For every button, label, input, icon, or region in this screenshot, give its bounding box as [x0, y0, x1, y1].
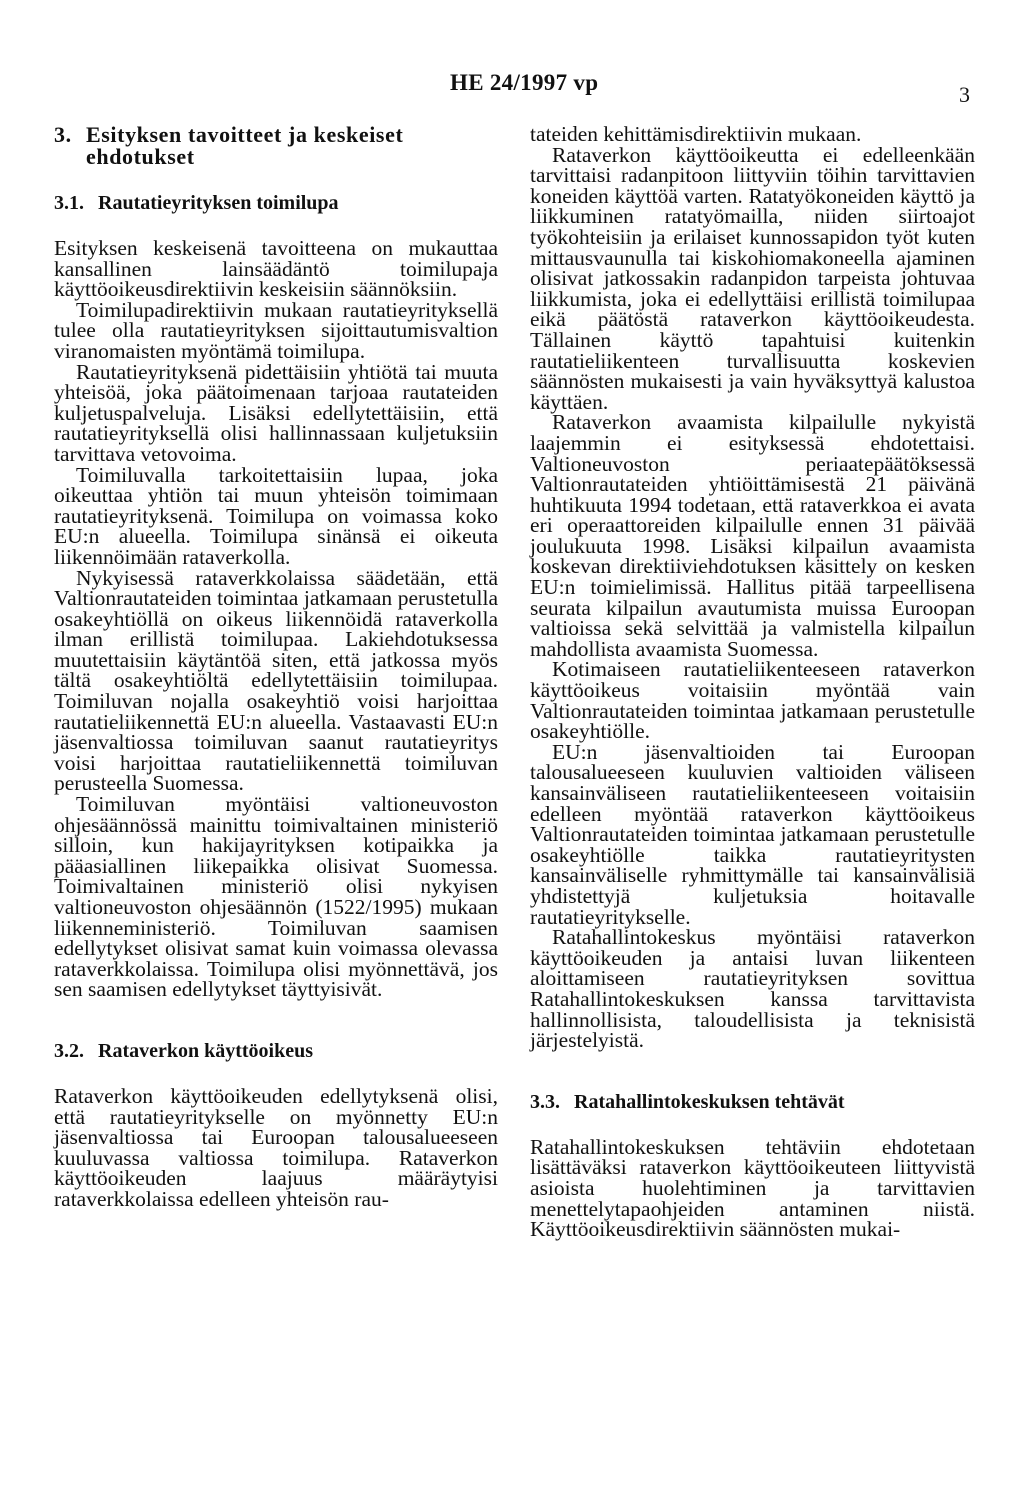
paragraph: Ratahallintokeskuksen tehtäviin ehdotetaan lisättäväksi rataverkon käyttöoikeuteen liittyvistä asioista huolehtiminen ja tarvittavien menettelytapaohjeiden antaminen niistä. Käyttöoikeusdirektiivin säännösten mukai- — [530, 1134, 975, 1242]
paragraph: Toimilupadirektiivin mukaan rautatieyrityksellä tulee olla rautatieyrityksen sijoittautumisvaltion viranomaisten myöntämä toimilupa. — [54, 297, 498, 363]
page-number: 3 — [959, 82, 970, 107]
section-3-heading — [54, 124, 498, 168]
paragraph: tateiden kehittämisdirektiivin mukaan. — [530, 122, 862, 146]
paragraph: Rautatieyrityksenä pidettäisiin yhtiötä tai muuta yhteisöä, joka päätoimenaan tarjoaa rautateiden kuljetuspalveluja. Lisäksi edellytettäisiin, että rautatieyrityksellä olisi hallinnassaan kuljetuksiin tarvittava vetovoima. — [54, 359, 498, 466]
subsection-3-1-title: Rautatieyrityksen toimilupa — [98, 192, 339, 214]
subsection-3-2-number: 3.2. — [54, 1039, 84, 1062]
subsection-3-1-number: 3.1. — [54, 192, 84, 214]
paragraph: Toimiluvalla tarkoitettaisiin lupaa, joka oikeuttaa yhtiön tai muun yhteisön toimimaan rautatieyrityksenä. Toimilupa on voimassa koko EU:n alueella. Toimilupa sinänsä ei oikeuta liikennöimään rataverkolla. — [54, 462, 498, 569]
paragraph: Rataverkon käyttöoikeutta ei edelleenkään tarvittaisi radanpitoon liittyviin töihin tarvittavien koneiden käyttöä varten. Ratatyökoneiden käyttö ja liikkuminen ratatyömailla, niiden siirtoajot työkohteisiin ja erilaiset kunnossapidon työt kuten mittausvaunulla tai kiskohiomakoneella ajaminen olisivat jatkossakin radanpidon tarpeista johtuvaa liikkumista, joka ei edellyttäisi erillistä toimilupaa eikä päätöstä rataverkon käyttöoikeudesta. Tällainen käyttö tapahtuisi kuitenkin rautatieliikenteen turvallisuutta koskevien säännösten mukaisesti ja vain hyväksyttyä kalustoa käyttäen. — [530, 142, 975, 414]
right-column — [530, 124, 975, 1240]
paragraph: Esityksen keskeisenä tavoitteena on mukauttaa kansallinen lainsäädäntö toimilupaja käyttöoikeusdirektiivin keskeisiin säännöksiin. — [54, 236, 498, 302]
document-id: HE 24/1997 vp — [450, 70, 599, 95]
subsection-3-2-title: Rataverkon käyttöoikeus — [98, 1039, 314, 1062]
paragraph: Toimiluvan myöntäisi valtioneuvoston ohjesäännössä mainittu toimivaltainen ministeriö silloin, kun hakijayrityksen kotipaikka ja pääasiallinen liikepaikka olisivat Suomessa. Toimivaltainen ministeriö olisi nykyisen valtioneuvoston ohjesäännön (1522/1995) mukaan liikenneministeriö. Toimiluvan saamisen edellytykset olisivat samat kuin voimassa olevassa rataverkkolaissa. Toimilupa olisi myönnettävä, jos sen saamisen edellytykset täyttyisivät. — [54, 792, 498, 1002]
paragraph: Rataverkon avaamista kilpailulle nykyistä laajemmin ei esityksessä ehdotettaisi. Valtioneuvoston periaatepäätöksessä Valtionrautateiden yhtiöittämisestä 21 päivänä huhtikuuta 1994 todetaan, että rataverkkoa ei avata eri operaattoreiden kilpailulle ennen 31 päivää joulukuuta 1998. Lisäksi kilpailun avaamista koskevan direktiiviehdotuksen käsittely on kesken EU:n toimielimissä. Hallitus pitää tarpeellisena seurata kilpailun avautumista muissa Euroopan valtioissa sekä selvittää ja valmistella kilpailun mahdollista avaamista Suomessa. — [530, 410, 975, 661]
paragraph: Rataverkon käyttöoikeuden edellytyksenä olisi, että rautatieyritykselle on myönnetty EU:n jäsenvaltiossa tai Euroopan talousalueeseen kuuluvassa valtiossa toimilupa. Rataverkon käyttöoikeuden laajuus määräytyisi rataverkkolaissa edelleen yhteisön rau- — [54, 1083, 498, 1211]
paragraph: Nykyisessä rataverkkolaissa säädetään, että Valtionrautateiden toimintaa jatkamaan perustetulla osakeyhtiöllä on oikeus liikennöidä rataverkolla ilman erillistä toimilupaa. Lakiehdotuksessa muutettaisiin käytäntöä siten, että jatkossa myös tältä osakeyhtiöltä edellytettäisiin toimilupaa. Toimiluvan nojalla osakeyhtiö voisi harjoittaa rautatieliikennettä EU:n alueella. Vastaavasti EU:n jäsenvaltiossa toimiluvan saanut rautatieyritys voisi harjoittaa rautatieliikennettä toimiluvan perusteella Suomessa. — [54, 565, 498, 796]
subsection-3-3-heading — [530, 1091, 975, 1113]
section-3-title: Esityksen tavoitteet ja keskeiset ehdotukset — [86, 122, 404, 169]
section-3-number: 3. — [54, 122, 72, 147]
page-header — [0, 60, 1024, 107]
subsection-3-2-heading — [54, 1040, 498, 1062]
paragraph: Kotimaiseen rautatieliikenteeseen rataverkon käyttöoikeus voitaisiin myöntää vain Valtionrautateiden toimintaa jatkamaan perustetulle osakeyhtiölle. — [530, 657, 975, 744]
paragraph: Ratahallintokeskus myöntäisi rataverkon käyttöoikeuden ja antaisi luvan liikenteen aloittamiseen rautatieyrityksen sovittua Ratahallintokeskuksen kanssa tarvittavista hallinnollisista, taloudellisista ja teknisistä järjestelyistä. — [530, 925, 975, 1053]
subsection-3-3-title: Ratahallintokeskuksen tehtävät — [574, 1090, 845, 1113]
subsection-3-1-heading — [54, 192, 498, 214]
subsection-3-3-number: 3.3. — [530, 1090, 560, 1113]
left-column — [54, 124, 498, 1210]
paragraph: EU:n jäsenvaltioiden tai Euroopan talousalueeseen kuuluvien valtioiden väliseen kansainväliseen rautatieliikenteeseen voitaisiin edelleen myöntää rataverkon käyttöoikeus Valtionrautateiden toimintaa jatkamaan perustetulle osakeyhtiölle taikka rautatieyritysten kansainväliselle ryhmittymälle tai kansainvälisiä yhdistettyjä kuljetuksia hoitavalle rautatieyritykselle. — [530, 739, 975, 929]
